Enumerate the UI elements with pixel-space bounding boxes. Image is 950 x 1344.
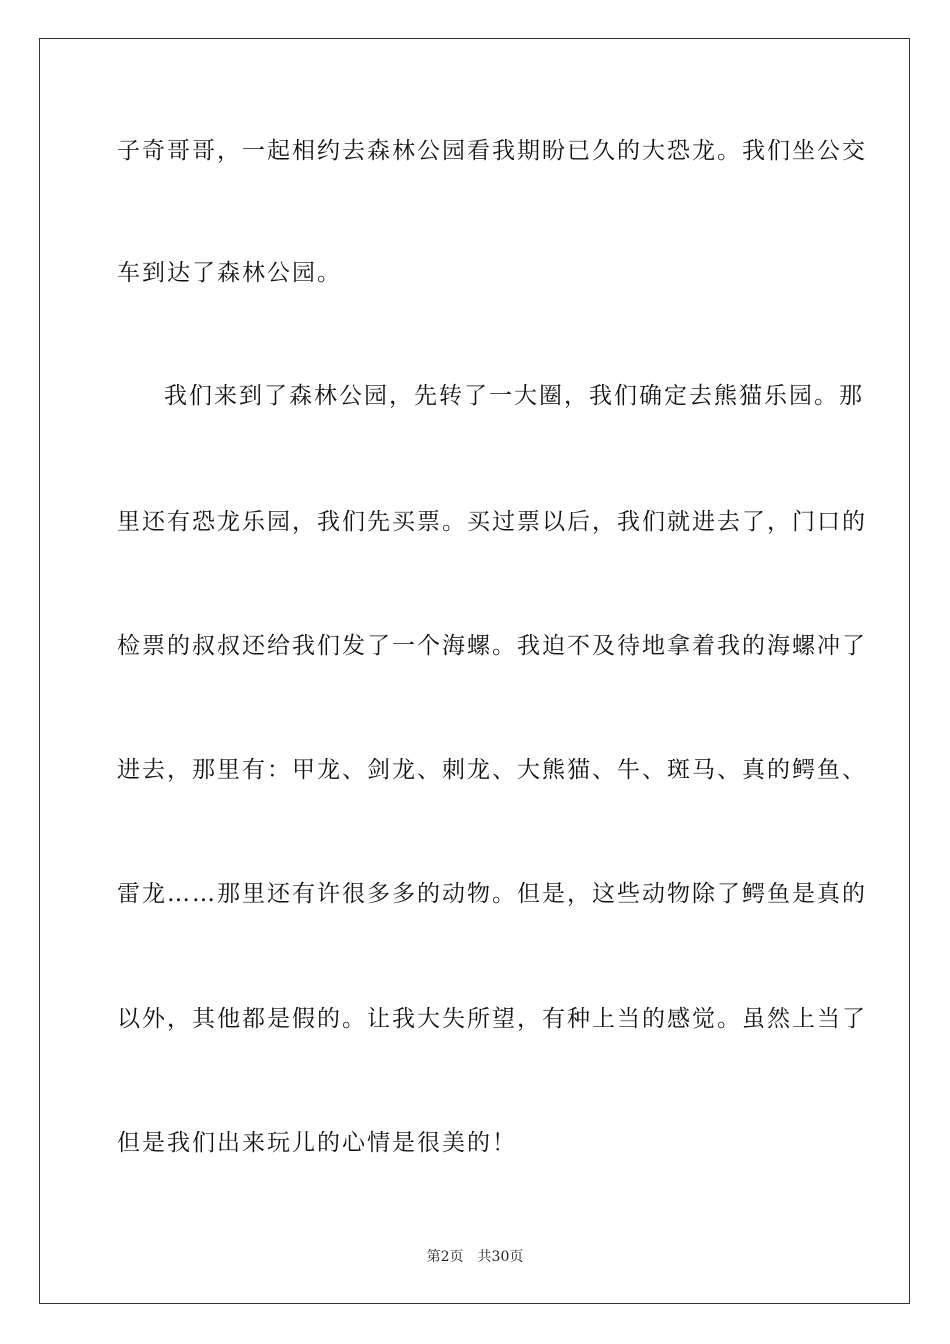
text-line: 检票的叔叔还给我们发了一个海螺。我迫不及待地拿着我的海螺冲了 — [117, 633, 867, 659]
text-line: 车到达了森林公园。 — [117, 260, 342, 286]
paragraph-start-line: 我们来到了森林公园，先转了一大圈，我们确定去熊猫乐园。那 — [164, 383, 864, 409]
text-line: 以外，其他都是假的。让我大失所望，有种上当的感觉。虽然上当了 — [117, 1006, 867, 1032]
page-footer — [0, 1247, 950, 1267]
text-line: 雷龙……那里还有许很多多的动物。但是，这些动物除了鳄鱼是真的 — [117, 881, 867, 907]
page-number: 第2页 — [426, 1249, 464, 1265]
text-line: 子奇哥哥，一起相约去森林公园看我期盼已久的大恐龙。我们坐公交 — [117, 138, 867, 164]
page-border — [39, 38, 910, 1304]
page-total: 共30页 — [477, 1249, 524, 1265]
text-line: 但是我们出来玩儿的心情是很美的！ — [117, 1130, 517, 1156]
text-line: 里还有恐龙乐园，我们先买票。买过票以后，我们就进去了，门口的 — [117, 509, 867, 535]
text-line: 进去，那里有：甲龙、剑龙、刺龙、大熊猫、牛、斑马、真的鳄鱼、 — [117, 757, 867, 783]
